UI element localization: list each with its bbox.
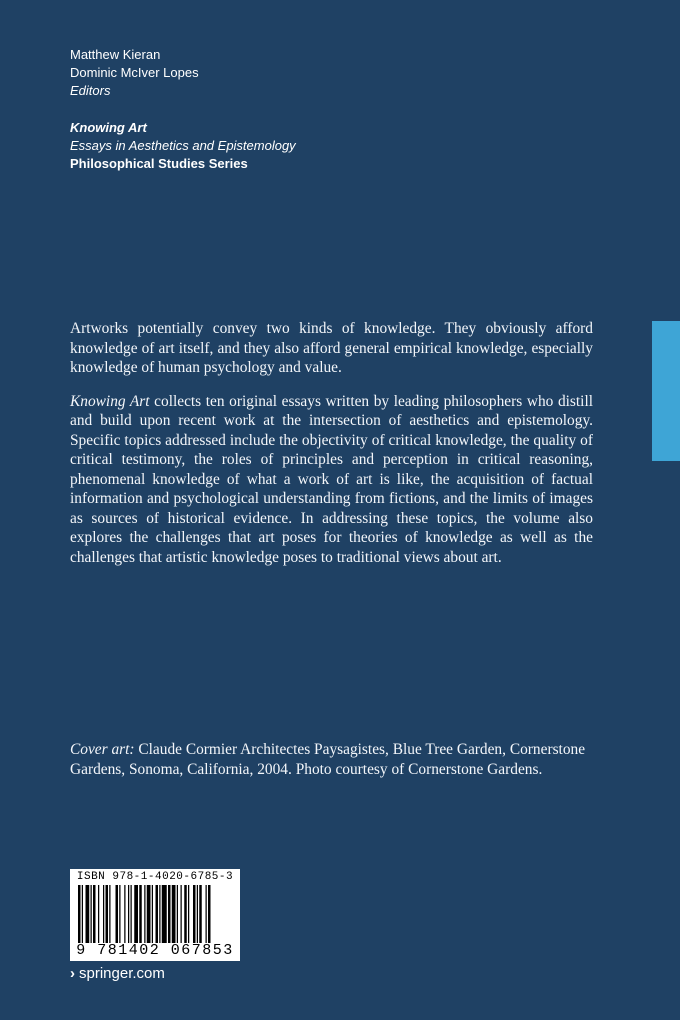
book-title: Knowing Art xyxy=(70,120,147,135)
inline-book-title: Knowing Art xyxy=(70,392,150,410)
barcode-bar xyxy=(106,885,109,943)
barcode-bar xyxy=(177,885,178,943)
barcode-bar xyxy=(139,885,142,943)
barcode-bar xyxy=(184,885,187,943)
barcode-bar xyxy=(109,885,110,943)
barcode-bar xyxy=(162,885,167,943)
barcode-bar xyxy=(78,885,81,943)
barcode-bar xyxy=(86,885,90,943)
barcode-bar xyxy=(98,885,99,943)
publisher-link[interactable] xyxy=(70,964,165,984)
color-tab xyxy=(652,321,680,461)
barcode-bar xyxy=(152,885,153,943)
description xyxy=(70,319,593,581)
cover-art-text: Claude Cormier Architectes Paysagistes, Blue Tree Garden, Cornerstone Gardens, Sonoma, California, 2004. Photo courtesy of Cornerstone Gardens. xyxy=(70,741,586,778)
book-subtitle: Essays in Aesthetics and Epistemology xyxy=(70,138,296,153)
barcode-bar xyxy=(147,885,151,943)
ean-digits: 9 781402 067853 xyxy=(76,942,234,959)
barcode-bars xyxy=(76,885,234,943)
editors-block xyxy=(70,46,199,100)
cover-art-label: Cover art: xyxy=(70,741,135,758)
isbn-text: ISBN 978-1-4020-6785-3 xyxy=(76,871,234,883)
cover-art-credit xyxy=(70,740,610,779)
barcode-bar xyxy=(128,885,129,943)
barcode-bar xyxy=(119,885,120,943)
barcode-bar xyxy=(116,885,119,943)
book-info xyxy=(70,119,296,173)
barcode-bar xyxy=(134,885,138,943)
barcode-bar xyxy=(131,885,132,943)
barcode-bar xyxy=(144,885,145,943)
publisher-url: springer.com xyxy=(79,965,165,982)
editors-role: Editors xyxy=(70,83,111,98)
barcode-bar xyxy=(181,885,182,943)
barcode-bar xyxy=(188,885,189,943)
isbn-barcode xyxy=(70,869,240,961)
barcode-bar xyxy=(159,885,160,943)
series-name: Philosophical Studies Series xyxy=(70,156,248,171)
barcode-bar xyxy=(168,885,171,943)
barcode-bar xyxy=(193,885,196,943)
barcode-bar xyxy=(197,885,198,943)
barcode-bar xyxy=(124,885,125,943)
barcode-bar xyxy=(156,885,159,943)
barcode-bar xyxy=(199,885,202,943)
barcode-bar xyxy=(103,885,104,943)
chevron-right-icon: › xyxy=(70,965,75,982)
barcode-bar xyxy=(82,885,83,943)
barcode-bar xyxy=(206,885,207,943)
description-paragraph xyxy=(70,392,593,568)
barcode-bar xyxy=(208,885,211,943)
barcode-bar xyxy=(91,885,92,943)
barcode-bar xyxy=(172,885,176,943)
description-paragraph: Artworks potentially convey two kinds of knowledge. They obviously afford knowledge of art itself, and they also afford general empirical knowledge, especially knowledge of human psychology and value. xyxy=(70,320,593,376)
barcode-bar xyxy=(93,885,96,943)
editor-name: Matthew Kieran xyxy=(70,47,161,62)
description-text: collects ten original essays written by leading philosophers who distill and build upon recent work at the intersection of aesthetics and epistemology. Specific topics addressed include the objectivity of critical knowledge, the quality of critical testimony, the roles of principles and perception in critical reasoning, phenomenal knowledge of what a work of art is like, the acquisition of factual information and psychological understanding from fictions, and the limits of images as sources of historical evidence. In addressing these topics, the volume also explores the challenges that art poses for theories of knowledge as well as the challenges that artistic knowledge poses to traditional views about art. xyxy=(70,392,594,566)
editor-name: Dominic McIver Lopes xyxy=(70,65,199,80)
